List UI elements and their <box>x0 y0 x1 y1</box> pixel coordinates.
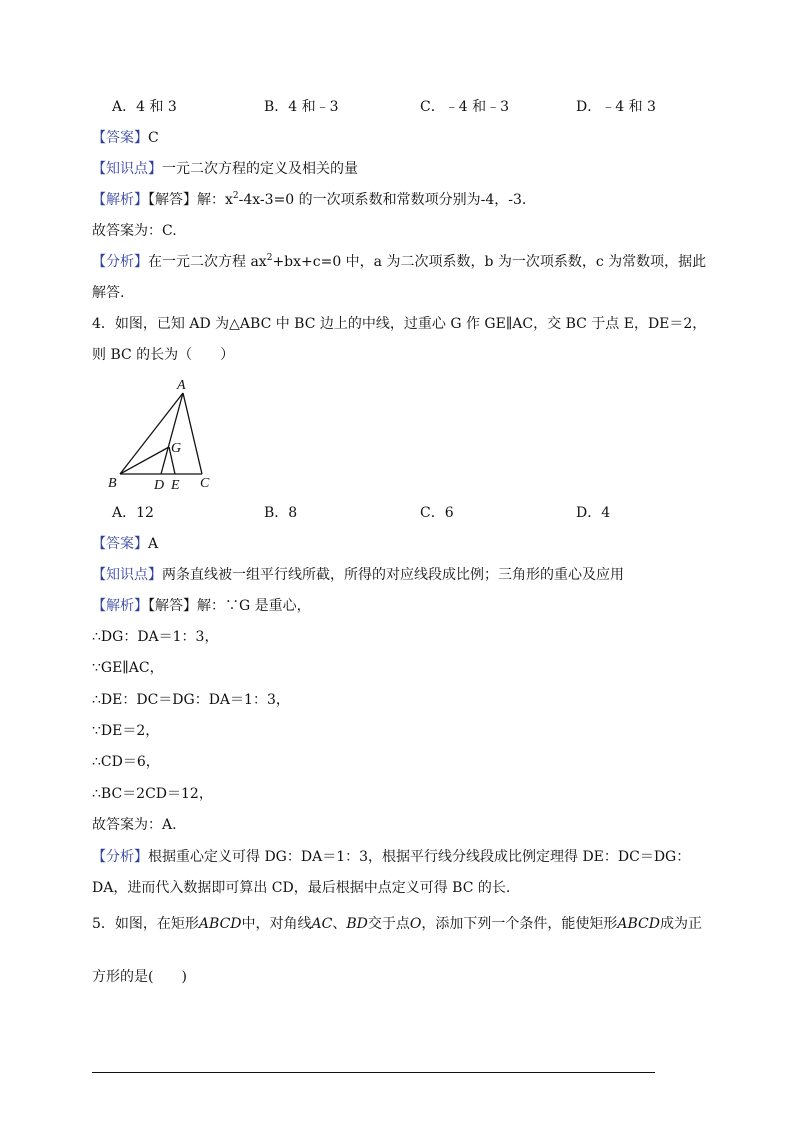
q4-step-3: ∴DE：DC＝DG：DA＝1：3， <box>92 692 290 708</box>
q4-fenxi-line-2: DA，进而代入数据即可算出 CD，最后根据中点定义可得 BC 的长. <box>92 880 511 896</box>
q4-step-2: ∵GE∥AC， <box>92 660 164 676</box>
q4-option-a: A．12 <box>112 505 154 521</box>
q4-option-b: B．8 <box>264 505 298 521</box>
q3-option-a: A．4 和 3 <box>112 99 177 115</box>
q4-knowledge: 两条直线被一组平行线所截，所得的对应线段成比例；三角形的重心及应用 <box>162 567 624 583</box>
q4-step-4: ∵DE＝2， <box>92 723 160 739</box>
fenxi-tag: 【分析】 <box>92 254 148 270</box>
answer-tag: 【答案】 <box>92 536 148 552</box>
q3-knowledge: 一元二次方程的定义及相关的量 <box>162 161 358 177</box>
q3-option-c: C．﹣4 和﹣3 <box>420 99 509 115</box>
q4-solve-text: 解：∵G 是重心， <box>197 598 311 614</box>
label-c: C <box>200 476 210 491</box>
q4-step-5: ∴CD＝6， <box>92 754 160 770</box>
q5-stem-line-2: 方形的是( ) <box>92 969 187 985</box>
segment-ab <box>120 393 183 474</box>
q4-conclusion: 故答案为：A. <box>92 817 177 833</box>
q4-triangle-figure <box>104 376 222 494</box>
q3-analysis-line <box>92 190 526 210</box>
label-d: D <box>154 478 165 493</box>
label-g: G <box>171 441 182 456</box>
q4-knowledge-line <box>92 565 624 585</box>
q3-answer-line <box>92 128 159 148</box>
q3-conclusion: 故答案为：C. <box>92 223 177 239</box>
footer-rule <box>92 1072 655 1073</box>
q3-fenxi-sup: 2 <box>266 253 273 263</box>
q5-math-abcd: ABCD <box>198 916 242 932</box>
q3-fenxi-text-2: +bx+c=0 中，a 为二次项系数，b 为一次项系数，c 为常数项，据此 <box>272 254 707 270</box>
q3-fenxi-line-2: 解答. <box>92 285 125 301</box>
q3-option-b: B．4 和﹣3 <box>264 99 339 115</box>
q5-math-ac: AC <box>311 916 333 932</box>
q3-fenxi-line-1 <box>92 252 706 272</box>
analysis-tag: 【解析】 <box>92 192 148 208</box>
q4-answer: A <box>148 536 159 552</box>
q4-option-c: C．6 <box>420 505 454 521</box>
answer-tag: 【答案】 <box>92 130 148 146</box>
label-a: A <box>177 378 186 393</box>
q3-fenxi-text: 在一元二次方程 ax <box>148 254 267 270</box>
q5-text: 成为正 <box>659 916 702 932</box>
q5-text: 、 <box>332 916 347 932</box>
q3-option-d: D．﹣4 和 3 <box>576 99 656 115</box>
label-b: B <box>108 476 117 491</box>
q4-step-1: ∴DG：DA＝1：3， <box>92 629 219 645</box>
q5-math-abcd-2: ABCD <box>617 916 660 932</box>
q4-stem-line-1: 4．如图，已知 AD 为△ABC 中 BC 边上的中线，过重心 G 作 GE∥AC，交 BC 于点 E，DE＝2， <box>92 316 707 332</box>
q3-solve-text: 解：x <box>197 192 233 208</box>
q4-analysis-line <box>92 596 311 616</box>
q4-fenxi-text: 根据重心定义可得 DG：DA＝1：3，根据平行线分线段成比例定理得 DE：DC＝DG： <box>148 849 691 865</box>
q5-stem-line-1 <box>92 914 702 934</box>
knowledge-tag: 【知识点】 <box>92 567 162 583</box>
analysis-tag: 【解析】 <box>92 598 148 614</box>
q5-math-o: O <box>409 916 422 932</box>
q3-solve-text-2: -4x-3=0 的一次项系数和常数项分别为-4，-3. <box>238 192 527 208</box>
fenxi-tag: 【分析】 <box>92 849 148 865</box>
knowledge-tag: 【知识点】 <box>92 161 162 177</box>
q4-stem-line-2: 则 BC 的长为（ ） <box>92 347 235 363</box>
q5-text: 中，对角线 <box>241 916 312 932</box>
q4-option-d: D．4 <box>576 505 611 521</box>
q4-step-6: ∴BC＝2CD＝12， <box>92 786 213 802</box>
q3-solve-sup: 2 <box>232 191 239 201</box>
q5-text: 5．如图，在矩形 <box>92 916 199 932</box>
q5-text: 交于点 <box>367 916 410 932</box>
segment-ac <box>183 393 202 474</box>
q5-text: ，添加下列一个条件，能使矩形 <box>421 916 618 932</box>
q4-fenxi-line-1 <box>92 847 690 867</box>
q3-knowledge-line <box>92 159 358 179</box>
q3-answer: C <box>148 130 159 146</box>
solve-tag: 【解答】 <box>148 192 197 208</box>
q5-math-bd: BD <box>346 916 368 932</box>
q4-answer-line <box>92 534 158 554</box>
label-e: E <box>171 478 180 493</box>
solve-tag: 【解答】 <box>148 598 197 614</box>
